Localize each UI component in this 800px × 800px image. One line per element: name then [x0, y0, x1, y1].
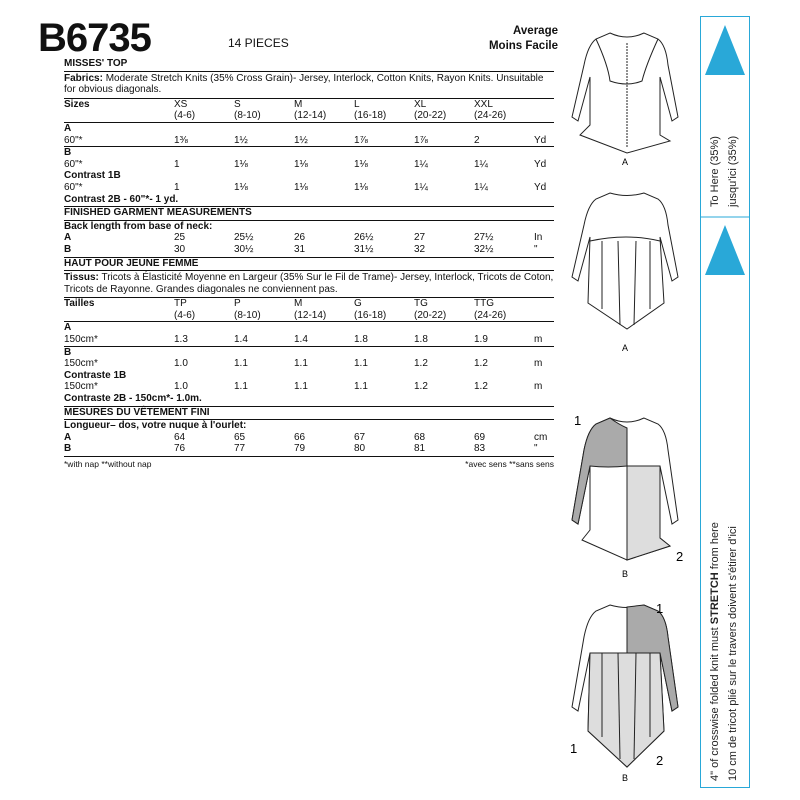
size-header: XXL: [474, 98, 534, 110]
contrast2b-en: Contrast 2B - 60"*- 1 yd.: [64, 193, 179, 205]
finished-table-en: [64, 232, 554, 255]
size-header: XL: [414, 98, 474, 110]
measurement-value: 83: [474, 443, 486, 455]
unit: m: [534, 381, 543, 393]
yardage-value: 1⅞: [414, 134, 428, 146]
fabric-width: 150cm*: [64, 358, 98, 370]
yardage-value: 1.4: [234, 334, 248, 346]
fabrics-label-en: Fabrics:: [64, 72, 103, 84]
view-label: A: [64, 122, 174, 134]
yardage-value: 1¼: [414, 181, 428, 193]
view-b-front-illustration: [572, 418, 678, 560]
view-label: B: [64, 346, 174, 358]
view-label: B: [64, 243, 72, 255]
measurement-value: 76: [174, 443, 186, 455]
size-range: (12-14): [294, 309, 327, 321]
difficulty-level: [470, 24, 558, 54]
size-header: TTG: [474, 298, 534, 310]
yardage-value: 1½: [234, 134, 248, 146]
size-header: XS: [174, 98, 234, 110]
yardage-value: 1⅛: [234, 158, 248, 170]
size-header: M: [294, 298, 354, 310]
measurement-value: 81: [414, 443, 426, 455]
contrast2b-fr: Contraste 2B - 150cm*- 1.0m.: [64, 393, 202, 405]
size-range: (20-22): [414, 309, 447, 321]
yardage-value: 1¼: [474, 181, 488, 193]
sizes-label: Sizes: [64, 98, 174, 110]
jusqu-ici-label: jusqu'ici (35%): [727, 135, 739, 207]
finished-table-fr: [64, 432, 554, 455]
size-range: (24-26): [474, 110, 507, 122]
fabrics-text-fr: Tricots à Élasticité Moyenne en Largeur (35% Sur le Fil de Trame)- Jersey, Interlock, Tricots de Coton, Tricots de Rayonne. Grandes diagonales ne conviennent pas.: [64, 272, 554, 295]
unit: Yd: [534, 158, 547, 170]
measurement-value: 31½: [354, 243, 374, 255]
arrow-up-icon-2: [705, 225, 745, 275]
view-b-back-piece-1: 1: [570, 741, 578, 756]
measurement-value: 32½: [474, 243, 494, 255]
yardage-value: 2: [474, 134, 480, 146]
fabric-width: 150cm*: [64, 381, 98, 393]
size-range: (8-10): [234, 110, 261, 122]
yardage-value: 1⅜: [174, 134, 188, 146]
measurement-value: 69: [474, 431, 486, 443]
yardage-value: 1.2: [474, 381, 488, 393]
pattern-number: B6735: [38, 16, 151, 60]
view-label: Contrast 1B: [64, 170, 121, 182]
view-b-piece-1: 1: [574, 413, 582, 428]
unit: m: [534, 358, 543, 370]
unit: In: [534, 232, 543, 244]
yardage-value: 1⅛: [234, 181, 248, 193]
yardage-value: 1.1: [354, 381, 368, 393]
unit: Yd: [534, 134, 547, 146]
view-label: A: [64, 431, 72, 443]
size-header: P: [234, 298, 294, 310]
yardage-value: 1.4: [294, 334, 308, 346]
yardage-value: 1⅛: [354, 181, 368, 193]
section-title-en: MISSES' TOP: [64, 58, 128, 69]
pieces-count: 14 PIECES: [228, 36, 289, 50]
size-range: (24-26): [474, 309, 507, 321]
view-a-label: A: [622, 157, 629, 167]
measurement-value: 68: [414, 431, 426, 443]
size-range: (8-10): [234, 309, 261, 321]
stretch-gauge: [700, 16, 750, 788]
yardage-value: 1.3: [174, 334, 188, 346]
view-label: A: [64, 322, 174, 334]
size-range: (4-6): [174, 309, 196, 321]
measurement-value: 65: [234, 431, 246, 443]
yardage-value: 1.1: [294, 381, 308, 393]
measurement-value: 31: [294, 243, 306, 255]
nap-notes-en: *with nap **without nap: [64, 459, 152, 469]
yardage-value: 1⅞: [354, 134, 368, 146]
yardage-value: 1.1: [354, 358, 368, 370]
difficulty-fr: Moins Facile: [488, 40, 558, 52]
finished-title-fr: MESURES DU VÊTEMENT FINI: [64, 406, 210, 418]
measurement-value: 26½: [354, 232, 374, 244]
measurement-value: 27½: [474, 232, 494, 244]
arrow-up-icon: [705, 25, 745, 75]
yardage-value: 1⅛: [294, 158, 308, 170]
yardage-value: 1¼: [414, 158, 428, 170]
view-label: B: [64, 443, 72, 455]
measurement-value: 32: [414, 243, 426, 255]
back-length-en: Back length from base of neck:: [64, 220, 213, 232]
measurement-value: 25½: [234, 232, 254, 244]
yardage-value: 1.9: [474, 334, 488, 346]
view-a-front-illustration: [572, 33, 678, 153]
yardage-value: 1.8: [414, 334, 428, 346]
yardage-value: 1.2: [474, 358, 488, 370]
size-range: (16-18): [354, 309, 387, 321]
size-header: G: [354, 298, 414, 310]
back-length-fr: Longueur– dos, votre nuque à l'ourlet:: [64, 420, 247, 432]
sizes-label: Tailles: [64, 298, 174, 310]
view-b-back-piece-1-top: 1: [656, 601, 664, 616]
fabrics-en: [64, 73, 554, 96]
stretch-instruction-fr: 10 cm de tricot plié sur le travers doivent s'étirer d'ici: [727, 526, 739, 781]
size-header: TG: [414, 298, 474, 310]
yardage-chart: [64, 58, 554, 471]
size-header: TP: [174, 298, 234, 310]
view-b-label: B: [622, 569, 629, 579]
yardage-value: 1½: [294, 134, 308, 146]
view-b-back-piece-2: 2: [656, 753, 664, 768]
fabric-width: 60"*: [64, 158, 83, 170]
unit: ": [534, 443, 538, 455]
size-range: (4-6): [174, 110, 196, 122]
unit: ": [534, 243, 538, 255]
yardage-value: 1.1: [234, 381, 248, 393]
yardage-value: 1.0: [174, 358, 188, 370]
measurement-value: 64: [174, 431, 186, 443]
finished-title-en: FINISHED GARMENT MEASUREMENTS: [64, 207, 252, 219]
yardage-table-en: [64, 98, 554, 194]
unit: Yd: [534, 181, 547, 193]
yardage-value: 1.8: [354, 334, 368, 346]
size-range: (12-14): [294, 110, 327, 122]
view-b-back-label: B: [622, 773, 629, 783]
measurement-value: 67: [354, 431, 366, 443]
yardage-value: 1: [174, 181, 180, 193]
fabric-width: 60"*: [64, 134, 83, 146]
view-label: B: [64, 147, 174, 159]
size-header: M: [294, 98, 354, 110]
fabric-width: 60"*: [64, 181, 83, 193]
measurement-value: 30½: [234, 243, 254, 255]
unit: cm: [534, 431, 548, 443]
measurement-value: 66: [294, 431, 306, 443]
measurement-value: 25: [174, 232, 186, 244]
stretch-instruction-en: 4" of crosswise folded knit must STRETCH from here: [709, 522, 721, 781]
yardage-value: 1⅛: [354, 158, 368, 170]
yardage-value: 1.1: [294, 358, 308, 370]
to-here-label: To Here (35%): [709, 136, 721, 207]
garment-illustrations: [560, 25, 695, 795]
view-b-piece-2: 2: [676, 549, 684, 564]
yardage-value: 1.2: [414, 358, 428, 370]
fabric-width: 150cm*: [64, 334, 98, 346]
view-b-back-illustration: [572, 605, 678, 767]
measurement-value: 26: [294, 232, 306, 244]
unit: m: [534, 334, 543, 346]
measurement-value: 30: [174, 243, 186, 255]
fabrics-text-en: Moderate Stretch Knits (35% Cross Grain)- Jersey, Interlock, Cotton Knits, Rayon Knits. Unsuitable for obvious diagonals.: [64, 72, 544, 96]
size-range: (16-18): [354, 110, 387, 122]
yardage-value: 1.2: [414, 381, 428, 393]
difficulty-en: Average: [513, 25, 558, 37]
measurement-value: 80: [354, 443, 366, 455]
yardage-value: 1.0: [174, 381, 188, 393]
size-header: L: [354, 98, 414, 110]
measurement-value: 79: [294, 443, 306, 455]
section-title-fr: HAUT POUR JEUNE FEMME: [64, 257, 199, 269]
yardage-value: 1¼: [474, 158, 488, 170]
yardage-table-fr: [64, 297, 554, 393]
measurement-value: 27: [414, 232, 426, 244]
yardage-value: 1.1: [234, 358, 248, 370]
view-a-back-label: A: [622, 343, 629, 353]
view-a-back-illustration: [572, 193, 678, 329]
view-label: A: [64, 232, 72, 244]
size-header: S: [234, 98, 294, 110]
yardage-value: 1⅛: [294, 181, 308, 193]
measurement-value: 77: [234, 443, 246, 455]
nap-notes-fr: *avec sens **sans sens: [465, 459, 554, 469]
fabrics-label-fr: Tissus:: [64, 272, 99, 284]
view-label: Contraste 1B: [64, 369, 127, 381]
size-range: (20-22): [414, 110, 447, 122]
yardage-value: 1: [174, 158, 180, 170]
fabrics-fr: [64, 272, 554, 295]
